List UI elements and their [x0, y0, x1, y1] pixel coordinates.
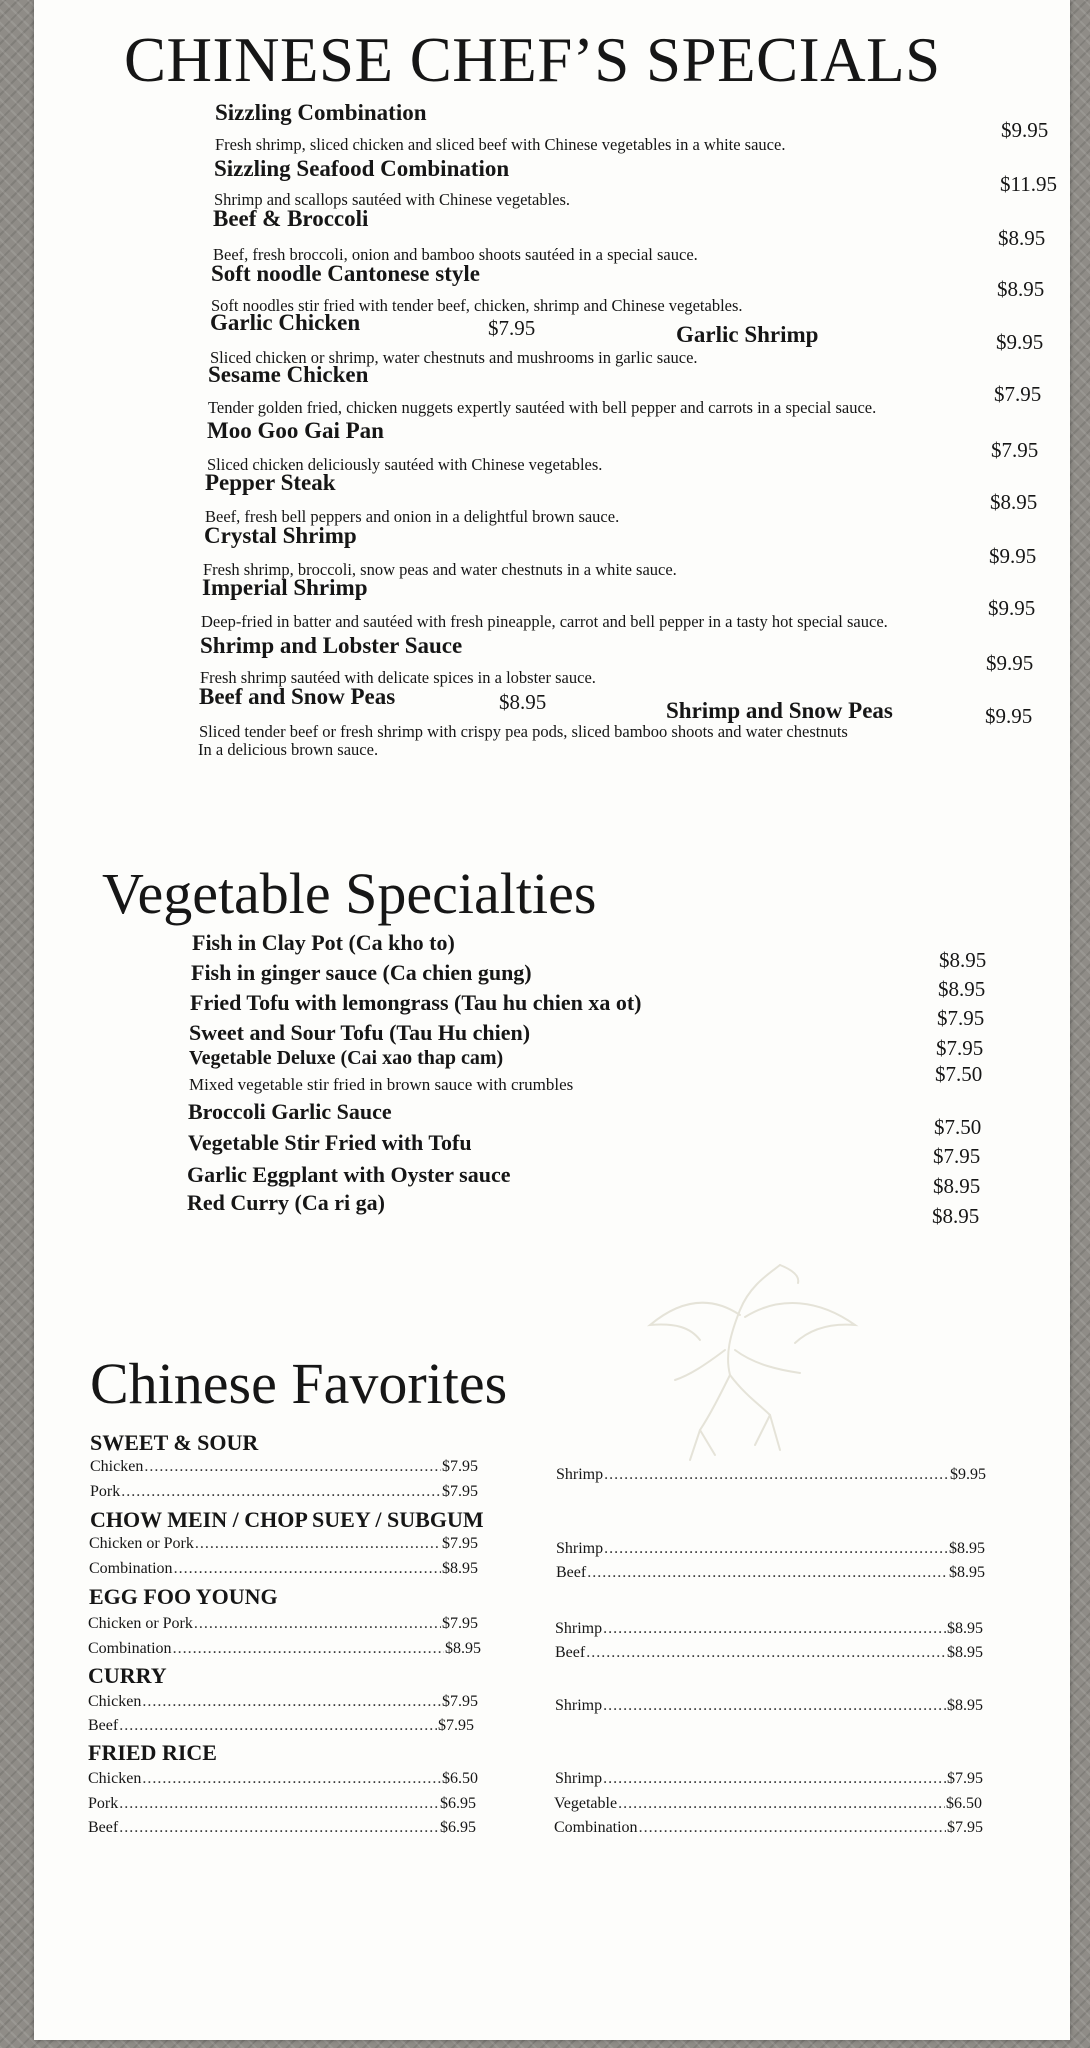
fav-category: EGG FOO YOUNG — [89, 1584, 278, 1609]
fav-price: $7.95 — [442, 1615, 478, 1632]
special-desc: Soft noodles stir fried with tender beef, chicken, shrimp and Chinese vegetables. — [211, 296, 743, 315]
leader-dots — [603, 1620, 946, 1638]
fav-row — [90, 1483, 478, 1501]
special-name-alt: Shrimp and Snow Peas — [666, 698, 893, 723]
leader-dots — [121, 1483, 441, 1501]
special-name: Sesame Chicken — [208, 362, 369, 387]
special-name: Crystal Shrimp — [204, 523, 357, 548]
special-desc: Sliced chicken or shrimp, water chestnuts and mushrooms in garlic sauce. — [210, 348, 698, 367]
special-name: Beef and Snow Peas — [199, 684, 396, 709]
fav-label: Shrimp — [555, 1620, 603, 1637]
leader-dots — [618, 1795, 945, 1813]
veg-item-price: $7.95 — [936, 1036, 984, 1060]
special-price: $8.95 — [998, 226, 1046, 250]
special-inline-price: $7.95 — [488, 316, 536, 340]
veg-item-name: Fish in ginger sauce (Ca chien gung) — [191, 960, 532, 985]
vegetable-title: Vegetable Specialties — [102, 861, 597, 926]
leader-dots — [142, 1693, 441, 1711]
fav-row — [89, 1560, 478, 1578]
veg-item-price: $7.95 — [937, 1006, 985, 1030]
fav-label: Pork — [90, 1483, 121, 1500]
fav-row — [88, 1640, 481, 1658]
fav-label: Chicken or Pork — [89, 1535, 194, 1552]
special-price: $9.95 — [989, 544, 1037, 568]
leader-dots — [144, 1458, 441, 1476]
veg-item-price: $8.95 — [933, 1174, 981, 1198]
fav-row — [555, 1697, 983, 1715]
fav-price: $7.95 — [442, 1535, 478, 1552]
fav-price: $7.95 — [947, 1819, 983, 1836]
fav-label: Beef — [88, 1717, 119, 1734]
fav-label: Shrimp — [556, 1540, 604, 1557]
fav-row — [88, 1795, 476, 1813]
fav-price: $8.95 — [442, 1560, 478, 1577]
fav-row — [88, 1770, 478, 1788]
fav-price: $8.95 — [947, 1620, 983, 1637]
veg-item-name: Fried Tofu with lemongrass (Tau hu chien xa ot) — [190, 990, 642, 1015]
fav-label: Vegetable — [554, 1795, 618, 1812]
leader-dots — [639, 1819, 946, 1837]
fav-price: $9.95 — [950, 1466, 986, 1483]
leader-dots — [603, 1770, 946, 1788]
veg-item-name: Fish in Clay Pot (Ca kho to) — [192, 930, 455, 955]
special-desc: Tender golden fried, chicken nuggets expertly sautéed with bell pepper and carrots in a special sauce. — [208, 398, 877, 417]
veg-item-name: Vegetable Deluxe (Cai xao thap cam) — [189, 1047, 504, 1069]
veg-item-price: $8.95 — [932, 1204, 980, 1228]
veg-item-desc: Mixed vegetable stir fried in brown sauce with crumbles — [189, 1075, 574, 1094]
veg-item-price: $8.95 — [939, 948, 987, 972]
fav-label: Beef — [556, 1564, 587, 1581]
veg-item-price: $8.95 — [938, 977, 986, 1001]
special-price: $7.95 — [994, 382, 1042, 406]
fav-label: Shrimp — [555, 1770, 603, 1787]
fav-label: Chicken — [90, 1458, 144, 1475]
leader-dots — [586, 1644, 946, 1662]
special-price: $8.95 — [990, 490, 1038, 514]
specials-title: CHINESE CHEF’S SPECIALS — [124, 25, 941, 95]
fav-row — [556, 1466, 986, 1484]
fav-row — [554, 1795, 982, 1813]
fav-price: $8.95 — [947, 1697, 983, 1714]
fav-price: $8.95 — [949, 1540, 985, 1557]
special-desc: Fresh shrimp, broccoli, snow peas and water chestnuts in a white sauce. — [203, 560, 677, 579]
fav-row — [90, 1458, 478, 1476]
special-price: $9.95 — [986, 651, 1034, 675]
leader-dots — [119, 1819, 439, 1837]
fav-price: $8.95 — [445, 1640, 481, 1657]
special-desc: Fresh shrimp, sliced chicken and sliced beef with Chinese vegetables in a white sauce. — [215, 135, 786, 154]
special-name: Soft noodle Cantonese style — [211, 261, 480, 286]
fav-label: Shrimp — [556, 1466, 604, 1483]
fav-row — [556, 1540, 985, 1558]
special-price: $11.95 — [1000, 172, 1057, 196]
fav-label: Combination — [554, 1819, 638, 1836]
veg-item-price: $7.50 — [934, 1115, 982, 1139]
special-inline-price: $8.95 — [499, 690, 547, 714]
fav-row — [88, 1693, 478, 1711]
special-name: Pepper Steak — [205, 470, 336, 495]
leader-dots — [604, 1466, 949, 1484]
fav-category: SWEET & SOUR — [90, 1430, 259, 1455]
veg-item-name: Red Curry (Ca ri ga) — [187, 1190, 385, 1215]
fav-price: $6.95 — [440, 1795, 476, 1812]
special-name: Shrimp and Lobster Sauce — [200, 633, 463, 658]
fav-price: $8.95 — [947, 1644, 983, 1661]
fav-label: Combination — [88, 1640, 172, 1657]
fav-label: Chicken — [88, 1693, 142, 1710]
special-price: $9.95 — [1001, 118, 1049, 142]
leader-dots — [174, 1560, 441, 1578]
fav-price: $7.95 — [438, 1717, 474, 1734]
veg-item-name: Broccoli Garlic Sauce — [188, 1099, 392, 1124]
leader-dots — [194, 1615, 441, 1633]
special-name: Garlic Chicken — [210, 310, 361, 335]
veg-item-name: Vegetable Stir Fried with Tofu — [188, 1130, 472, 1155]
special-name: Imperial Shrimp — [202, 575, 368, 600]
special-desc: Shrimp and scallops sautéed with Chinese vegetables. — [214, 190, 571, 209]
leader-dots — [604, 1540, 948, 1558]
veg-item-name: Garlic Eggplant with Oyster sauce — [187, 1162, 511, 1187]
fav-price: $7.95 — [442, 1483, 478, 1500]
fav-price: $8.95 — [949, 1564, 985, 1581]
special-price: $9.95 — [988, 596, 1036, 620]
fav-label: Chicken — [88, 1770, 142, 1787]
fav-price: $6.95 — [440, 1819, 476, 1836]
fav-price: $6.50 — [442, 1770, 478, 1787]
special-price: $9.95 — [985, 704, 1033, 728]
crane-watermark-icon — [630, 1255, 870, 1475]
fav-row — [88, 1819, 476, 1837]
fav-label: Pork — [88, 1795, 119, 1812]
special-desc: Beef, fresh bell peppers and onion in a delightful brown sauce. — [205, 507, 620, 526]
fav-label: Shrimp — [555, 1697, 603, 1714]
fav-label: Beef — [555, 1644, 586, 1661]
veg-item-price: $7.95 — [933, 1144, 981, 1168]
leader-dots — [142, 1770, 441, 1788]
special-desc: Sliced tender beef or fresh shrimp with crispy pea pods, sliced bamboo shoots and water chestnuts — [199, 722, 848, 741]
special-price: $7.95 — [991, 438, 1039, 462]
fav-row — [554, 1819, 983, 1837]
fav-label: Beef — [88, 1819, 119, 1836]
fav-row — [555, 1770, 983, 1788]
fav-price: $6.50 — [946, 1795, 982, 1812]
leader-dots — [195, 1535, 441, 1553]
leader-dots — [603, 1697, 946, 1715]
special-desc: Fresh shrimp sautéed with delicate spices in a lobster sauce. — [200, 668, 596, 687]
favorites-title: Chinese Favorites — [90, 1351, 508, 1416]
fav-price: $7.95 — [947, 1770, 983, 1787]
fav-label: Combination — [89, 1560, 173, 1577]
special-desc: Beef, fresh broccoli, onion and bamboo shoots sautéed in a special sauce. — [213, 245, 698, 264]
fav-price: $7.95 — [442, 1458, 478, 1475]
special-price: $8.95 — [997, 277, 1045, 301]
fav-row — [555, 1644, 983, 1662]
fav-label: Chicken or Pork — [88, 1615, 193, 1632]
fav-row — [88, 1717, 474, 1735]
special-desc-line2: In a delicious brown sauce. — [198, 740, 379, 759]
leader-dots — [119, 1717, 437, 1735]
fav-category: FRIED RICE — [88, 1740, 217, 1765]
fav-category: CURRY — [88, 1663, 167, 1688]
fav-row — [88, 1615, 478, 1633]
fav-price: $7.95 — [442, 1693, 478, 1710]
special-name: Sizzling Seafood Combination — [214, 156, 510, 181]
veg-item-price: $7.50 — [935, 1062, 983, 1086]
special-name: Beef & Broccoli — [213, 206, 369, 231]
special-price: $9.95 — [996, 330, 1044, 354]
leader-dots — [119, 1795, 439, 1813]
special-name: Sizzling Combination — [215, 100, 427, 125]
special-name: Moo Goo Gai Pan — [207, 418, 384, 443]
leader-dots — [173, 1640, 444, 1658]
fav-row — [89, 1535, 478, 1553]
fav-row — [556, 1564, 985, 1582]
special-desc: Deep-fried in batter and sautéed with fresh pineapple, carrot and bell pepper in a tasty hot special sauce. — [201, 612, 888, 631]
special-desc: Sliced chicken deliciously sautéed with Chinese vegetables. — [207, 455, 603, 474]
veg-item-name: Sweet and Sour Tofu (Tau Hu chien) — [189, 1020, 531, 1045]
fav-category: CHOW MEIN / CHOP SUEY / SUBGUM — [90, 1507, 484, 1532]
fav-row — [555, 1620, 983, 1638]
special-name-alt: Garlic Shrimp — [676, 322, 819, 347]
leader-dots — [587, 1564, 948, 1582]
